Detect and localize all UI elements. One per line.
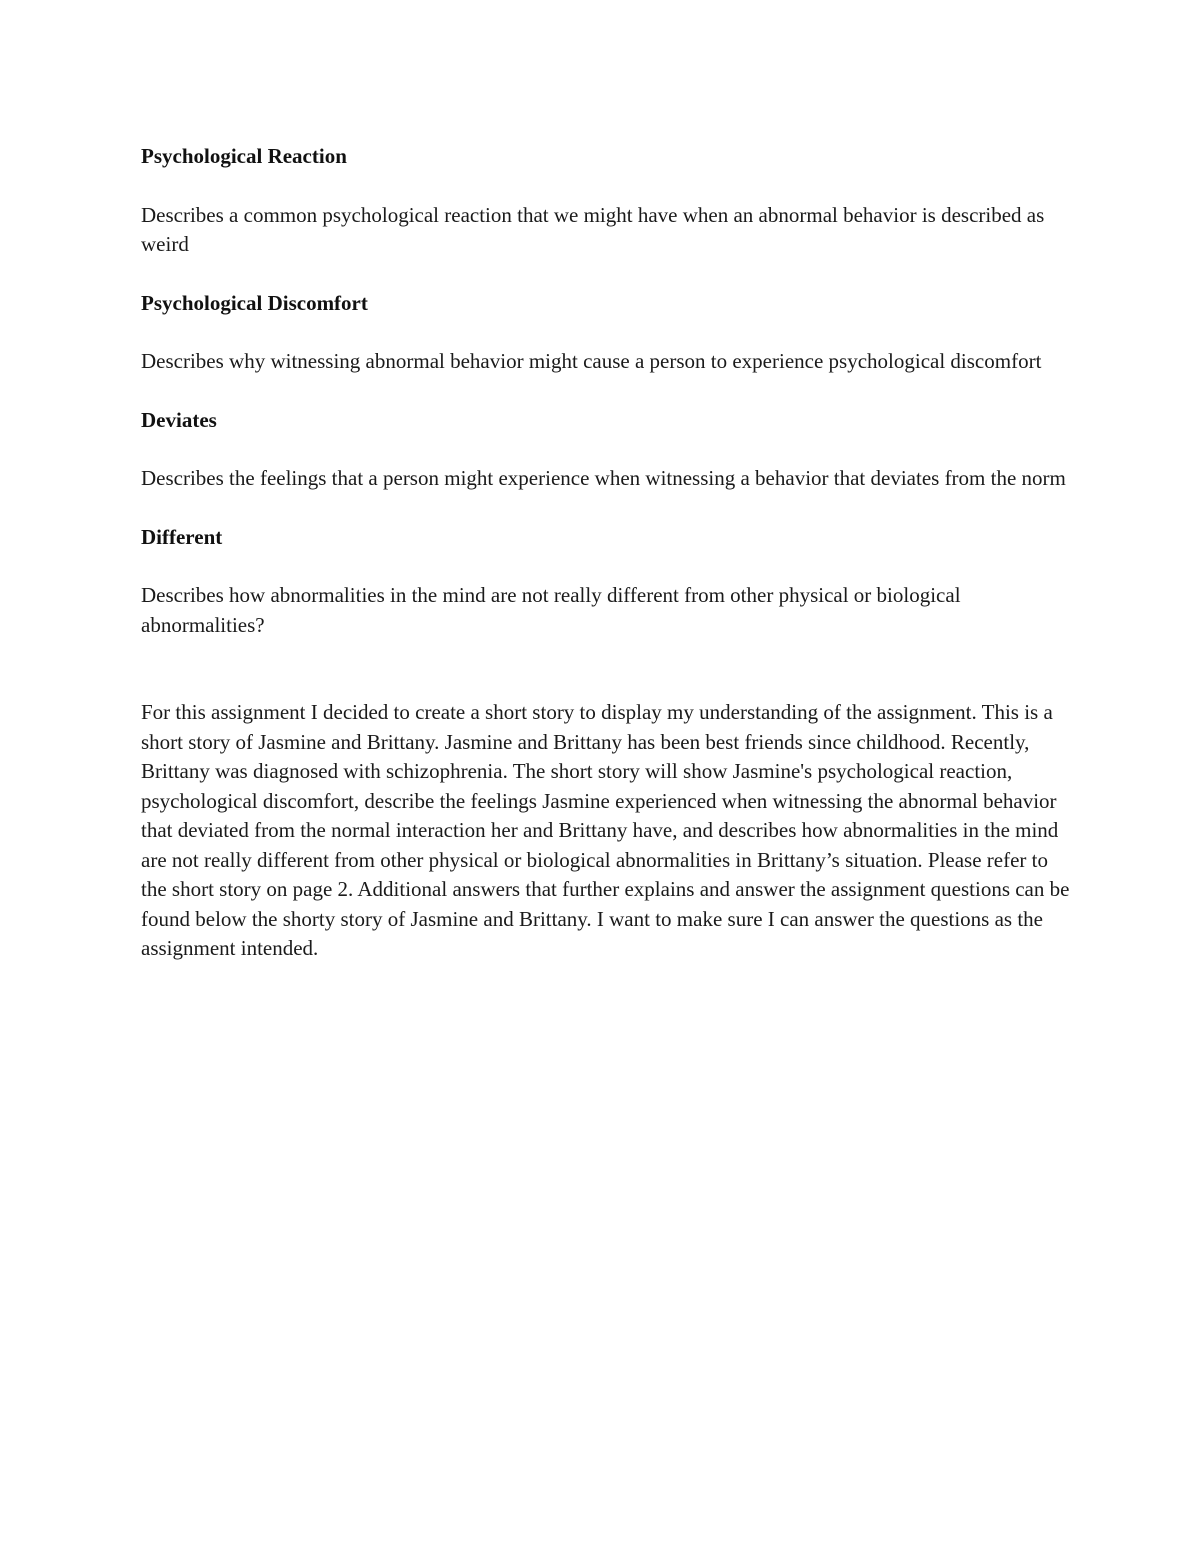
section-text-different: Describes how abnormalities in the mind are not really different from other physical or biological abnormalities? [141,583,961,637]
section-text-psychological-reaction: Describes a common psychological reaction that we might have when an abnormal behavior is described as weird [141,202,1045,256]
section-heading-deviates: Deviates [141,407,217,432]
section-heading-different: Different [141,524,223,549]
section-text-psychological-discomfort: Describes why witnessing abnormal behavior might cause a person to experience psychological discomfort [141,349,1042,373]
section-text-deviates: Describes the feelings that a person might experience when witnessing a behavior that deviates from the norm [141,466,1066,490]
story-intro-paragraph: For this assignment I decided to create a short story to display my understanding of the assignment. This is a short story of Jasmine and Brittany. Jasmine and Brittany has been best friends since childhood. Recently, Brittany was diagnosed with schizophrenia. The short story will show Jasmine's psychological reaction, psychological discomfort, describe the feelings Jasmine experienced when witnessing the abnormal behavior that deviated from the normal interaction her and Brittany have, and describes how abnormalities in the mind are not really different from other physical or biological abnormalities in Brittany’s situation. Please refer to the short story on page 2. Additional answers that further explains and answer the assignment questions can be found below the shorty story of Jasmine and Brittany. I want to make sure I can answer the questions as the assignment intended. [141,700,1070,960]
document-body [141,142,1071,964]
section-heading-psychological-reaction: Psychological Reaction [141,144,347,168]
section-heading-psychological-discomfort: Psychological Discomfort [141,290,368,315]
